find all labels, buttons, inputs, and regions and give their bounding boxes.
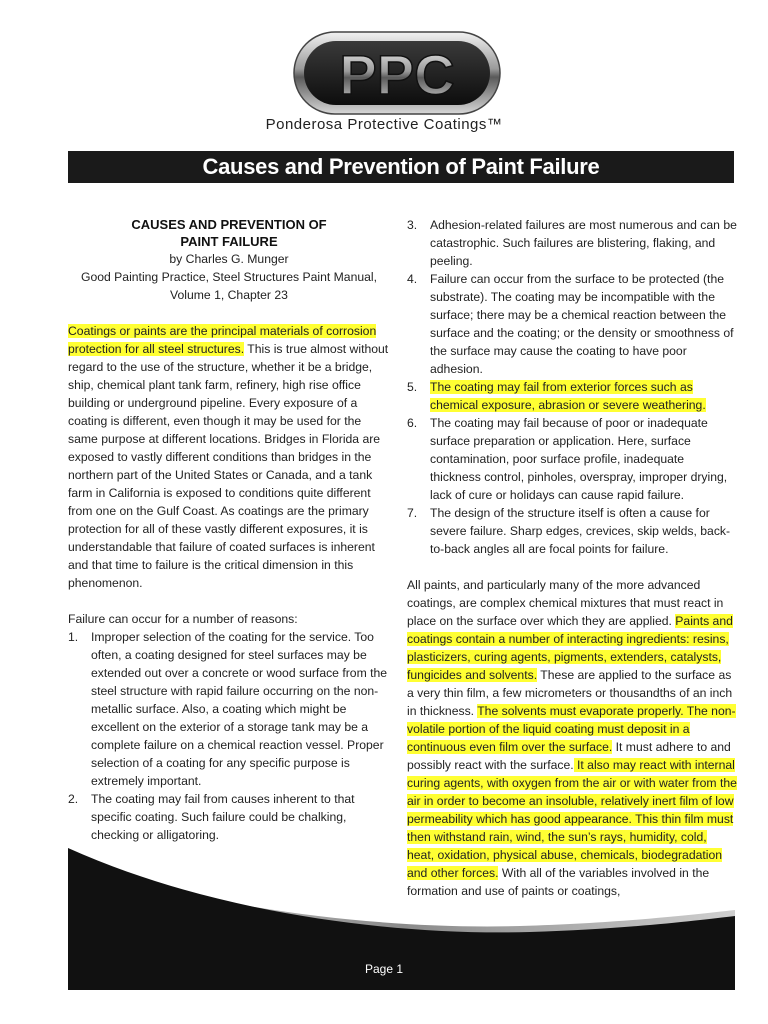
ingredients-paragraph: All paints, and particularly many of the more advanced coatings, are complex chemical mixtures that must react in place on the surface over which they are applied. Paints and coatings contain a number of interacting ingredients: resins, plasticizers, curing agents, pigments, extenders, catalysts, fungicides and solvents. These are applied to the surface as a very thin film, a few micrometers or thousandths of an inch in thickness. The solvents must evaporate properly. The non-volatile portion of the liquid coating must deposit in a continuous even film over the surface. It must adhere to and possibly react with the surface. It also may react with internal curing agents, with oxygen from the air or with water from the air in order to become an insoluble, relatively inert film of low permeability which has good appearance. This thin film must then withstand rain, wind, the sun’s rays, humidity, cold, heat, oxidation, physical abuse, chemicals, biodegradation and other forces. With all of the variables involved in the formation and use of paints or coatings, [407,578,737,898]
intro-paragraph [68,322,390,592]
logo-text: PPC [339,43,455,106]
list-item: 2. The coating may fail from causes inherent to that specific coating. Such failure could be chalking, checking or alligatoring. [68,792,355,842]
byline: by Charles G. Munger [169,252,289,266]
article-title-line2: PAINT FAILURE [180,234,278,249]
list-item: 5. The coating may fail from exterior forces such as chemical exposure, abrasion or severe weathering. [407,380,706,412]
intro-highlight: Coatings or paints are the principal materials of corrosion protection for all steel structures. [68,324,377,356]
reasons-list-left [68,628,390,844]
footer-swoosh [0,820,768,1024]
left-column [68,216,390,844]
banner-title: Causes and Prevention of Paint Failure [68,151,734,183]
ppc-logo [292,30,502,116]
list-item: 4. Failure can occur from the surface to be protected (the substrate). The coating may be incompatible with the surface; there may be a chemical reaction between the surface and the coating; or the density or smoothness of the surface may cause the coating to have poor adhesion. [407,272,734,376]
list-item: 3. Adhesion-related failures are most numerous and can be catastrophic. Such failures are blistering, flaking, and peeling. [407,218,737,268]
page-number: Page 1 [364,962,404,976]
list-item: 6. The coating may fail because of poor or inadequate surface preparation or application. Here, surface contamination, poor surface profile, inadequate thickness control, pinholes, overspray, improper drying, lack of cure or holidays can cause rapid failure. [407,416,728,502]
source-line2: Volume 1, Chapter 23 [170,288,288,302]
list-item: 1. Improper selection of the coating for the service. Too often, a coating designed for steel surfaces may be extended out over a concrete or wood surface from the steel structure with rapid failure occurring on the non-metallic surface. Also, a coating which might be excellent on the exterior of a storage tank may be a complete failure on a chemical reaction vessel. Proper selection of a coating for any specific purpose is extremely important. [68,630,388,788]
company-name: Ponderosa Protective Coatings™ [265,116,503,133]
article-title-line1: CAUSES AND PREVENTION OF [131,217,327,232]
reasons-intro: Failure can occur for a number of reasons: [68,612,298,626]
source-line1: Good Painting Practice, Steel Structures Paint Manual, [80,270,378,284]
right-column [407,216,737,900]
intro-text: This is true almost without regard to the use of the structure, whether it be a bridge, ship, chemical plant tank farm, refinery, high rise office building or underground pipeline. Every exposure of a coating is different, even though it may be used for the same purpose at different locations. Bridges in Florida are exposed to vastly different conditions than bridges in the northern part of the United States or Canada, and a tank farm in California is exposed to conditions quite different from one on the Gulf Coast. As coatings are the primary protection for all of these vastly different exposures, it is understandable that failure of coated surfaces is inherent and that time to failure is the critical dimension in this phenomenon. [68,342,389,590]
list-item: 7. The design of the structure itself is often a cause for severe failure. Sharp edges, crevices, skip welds, back-to-back angles all are focal points for failure. [407,506,731,556]
reasons-list-right [407,216,737,558]
